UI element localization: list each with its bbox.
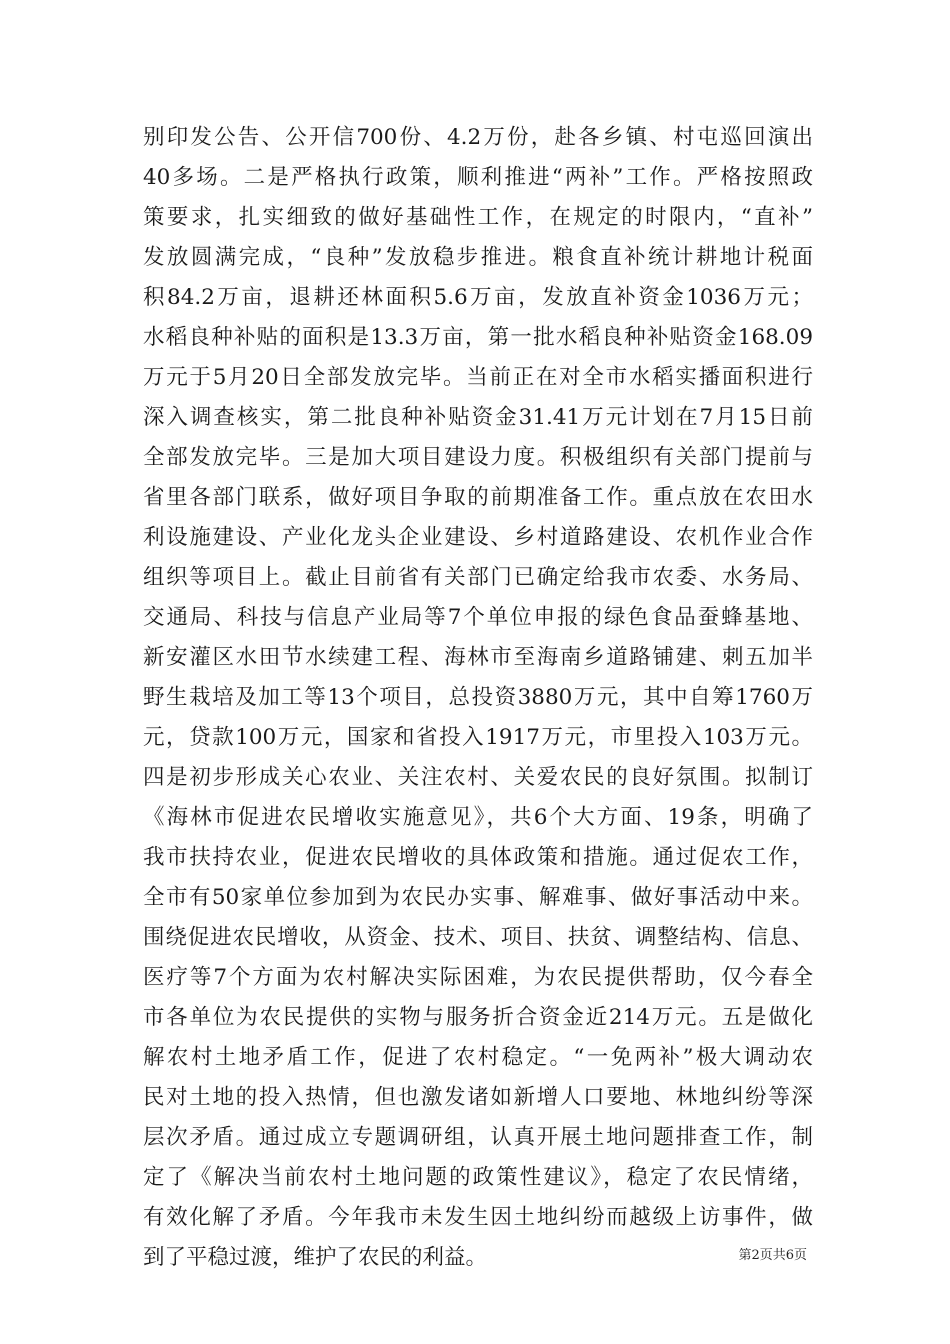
text-line: 积84.2万亩，退耕还林面积5.6万亩，发放直补资金1036万元；	[143, 285, 813, 310]
text-line: 市各单位为农民提供的实物与服务折合资金近214万元。五是做化	[143, 1005, 813, 1030]
text-line: 围绕促进农民增收，从资金、技术、项目、扶贫、调整结构、信息、	[143, 925, 813, 950]
text-line: 水稻良种补贴的面积是13.3万亩，第一批水稻良种补贴资金168.09	[143, 325, 813, 350]
text-line: 定了《解决当前农村土地问题的政策性建议》，稳定了农民情绪，	[143, 1165, 813, 1190]
body-paragraph	[143, 118, 813, 1278]
text-line: 40多场。二是严格执行政策，顺利推进“两补”工作。严格按照政	[143, 165, 813, 190]
text-line: 深入调查核实，第二批良种补贴资金31.41万元计划在7月15日前	[143, 405, 813, 430]
text-line: 交通局、科技与信息产业局等7个单位申报的绿色食品蚕蜂基地、	[143, 605, 813, 630]
text-line: 到了平稳过渡，维护了农民的利益。	[143, 1245, 488, 1270]
text-line: 省里各部门联系，做好项目争取的前期准备工作。重点放在农田水	[143, 485, 813, 510]
text-line: 发放圆满完成，“良种”发放稳步推进。粮食直补统计耕地计税面	[143, 245, 813, 270]
text-line: 野生栽培及加工等13个项目，总投资3880万元，其中自筹1760万	[143, 685, 813, 710]
text-line: 我市扶持农业，促进农民增收的具体政策和措施。通过促农工作，	[143, 845, 813, 870]
text-line: 万元于5月20日全部发放完毕。当前正在对全市水稻实播面积进行	[143, 365, 813, 390]
text-line: 医疗等7个方面为农村解决实际困难，为农民提供帮助，仅今春全	[143, 965, 813, 990]
text-line: 解农村土地矛盾工作，促进了农村稳定。“一免两补”极大调动农	[143, 1045, 813, 1070]
page-number: 第2页共6页	[738, 1248, 807, 1263]
text-line: 元，贷款100万元，国家和省投入1917万元，市里投入103万元。	[143, 725, 813, 750]
text-line: 层次矛盾。通过成立专题调研组，认真开展土地问题排查工作，制	[143, 1125, 813, 1150]
text-line: 组织等项目上。截止目前省有关部门已确定给我市农委、水务局、	[143, 565, 813, 590]
text-line: 全市有50家单位参加到为农民办实事、解难事、做好事活动中来。	[143, 885, 813, 910]
text-line: 策要求，扎实细致的做好基础性工作，在规定的时限内，“直补”	[143, 205, 813, 230]
text-line: 有效化解了矛盾。今年我市未发生因土地纠纷而越级上访事件，做	[143, 1205, 813, 1230]
text-line: 四是初步形成关心农业、关注农村、关爱农民的良好氛围。拟制订	[143, 765, 813, 790]
text-line: 民对土地的投入热情，但也激发诸如新增人口要地、林地纠纷等深	[143, 1085, 813, 1110]
text-line: 利设施建设、产业化龙头企业建设、乡村道路建设、农机作业合作	[143, 525, 813, 550]
text-line: 别印发公告、公开信700份、4.2万份，赴各乡镇、村屯巡回演出	[143, 125, 813, 150]
text-line: 新安灌区水田节水续建工程、海林市至海南乡道路铺建、刺五加半	[143, 645, 813, 670]
text-line: 《海林市促进农民增收实施意见》，共6个大方面、19条，明确了	[143, 805, 813, 830]
text-line: 全部发放完毕。三是加大项目建设力度。积极组织有关部门提前与	[143, 445, 813, 470]
